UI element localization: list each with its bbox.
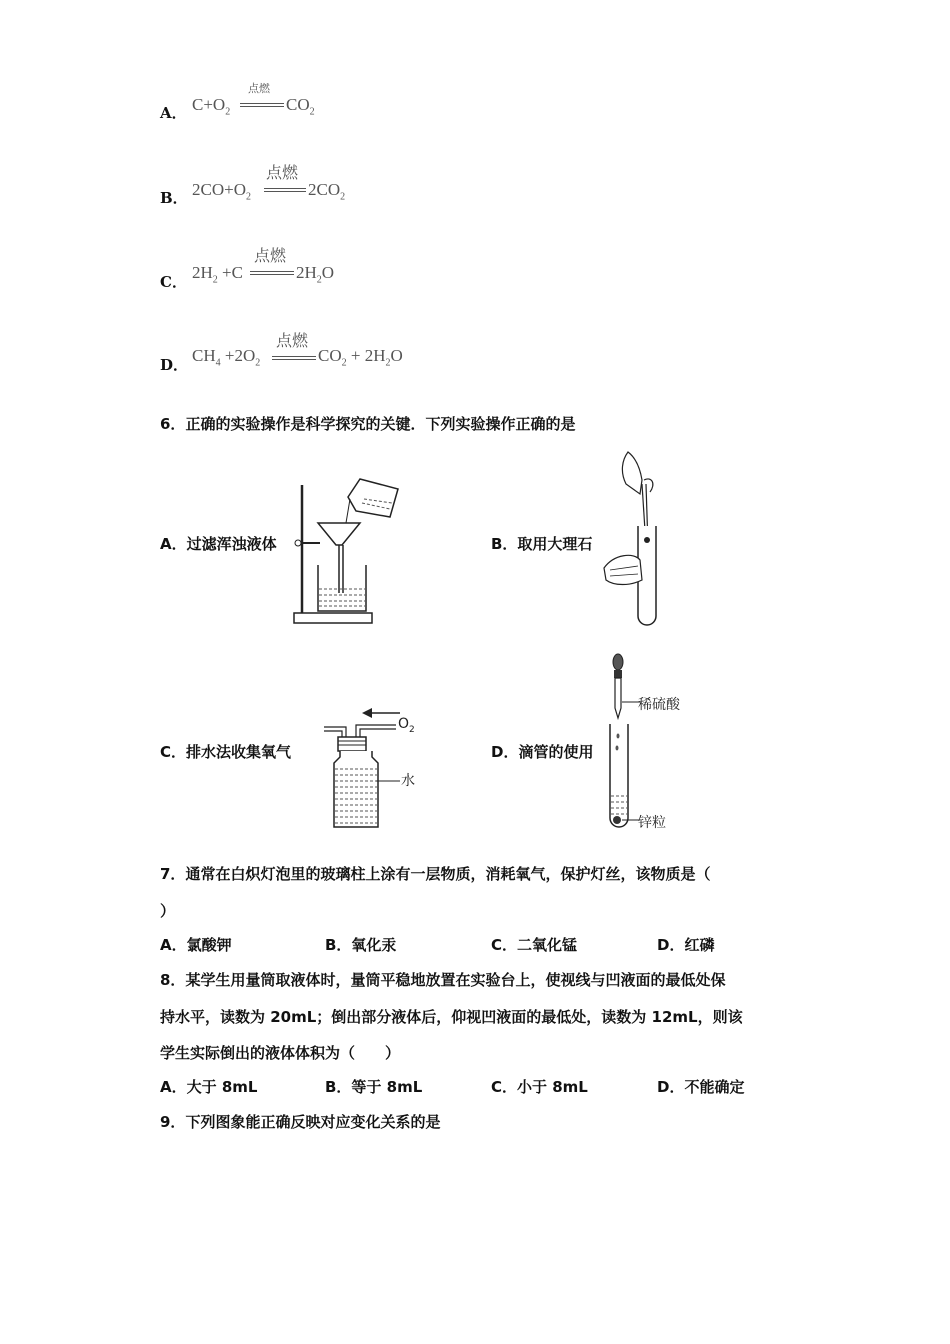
q5-option-a — [160, 82, 460, 125]
q8-stem-line1: 8．某学生用量筒取液体时，量筒平稳地放置在实验台上，使视线与凹液面的最低处保 — [160, 971, 726, 989]
equation-rhs: $2H_2O$ — [296, 263, 335, 286]
option-label: A． — [160, 104, 187, 122]
q8-stem-line3: 学生实际倒出的液体体积为（ ） — [160, 1044, 401, 1062]
equals-sign — [264, 188, 306, 192]
equation-rhs: $CO_2 + 2H_2O$ — [318, 346, 403, 369]
reaction-condition: 点燃 — [248, 82, 270, 95]
oxygen-label: $O_2$ — [398, 716, 415, 735]
equation-lhs: $2CO+O_2$ — [192, 180, 251, 203]
q8-option-d: D．不能确定 — [657, 1078, 745, 1096]
q6-option-c-label: C．排水法收集氧气 — [160, 743, 292, 761]
equals-sign — [250, 271, 294, 275]
water-label: 水 — [401, 773, 415, 789]
equals-sign — [240, 103, 284, 107]
gas-collection-figure — [320, 705, 440, 830]
q7-option-c: C．二氧化锰 — [491, 936, 578, 954]
reaction-condition: 点燃 — [266, 163, 299, 182]
q6-option-a-label: A．过滤浑浊液体 — [160, 535, 277, 553]
q8-option-c: C．小于 8mL — [491, 1078, 588, 1096]
q7-option-b: B．氧化汞 — [325, 936, 397, 954]
q9-stem: 9．下列图象能正确反映对应变化关系的是 — [160, 1113, 441, 1131]
dilute-sulfuric-acid-label: 稀硫酸 — [638, 697, 680, 713]
q8-option-a: A．大于 8mL — [160, 1078, 258, 1096]
equation-lhs: $CH_4 +2O_2$ — [192, 346, 261, 369]
dropper-figure — [600, 652, 640, 832]
reaction-condition: 点燃 — [276, 331, 309, 350]
q6-option-d-label: D．滴管的使用 — [491, 743, 594, 761]
equation-rhs: $2CO_2$ — [308, 180, 346, 203]
option-label: C． — [160, 273, 187, 291]
q8-option-b: B．等于 8mL — [325, 1078, 423, 1096]
q7-stem-line1: 7．通常在白炽灯泡里的玻璃柱上涂有一层物质，消耗氧气，保护灯丝，该物质是（ — [160, 865, 711, 883]
equation-lhs: $2H_2 +C$ — [192, 263, 243, 286]
equals-sign — [272, 356, 316, 360]
filtration-figure — [290, 475, 410, 627]
equation-rhs: $CO_2$ — [286, 95, 315, 118]
q6-stem: 6．正确的实验操作是科学探究的关键．下列实验操作正确的是 — [160, 415, 576, 433]
reaction-condition: 点燃 — [254, 246, 287, 265]
option-label: B． — [160, 189, 188, 207]
marble-test-tube-figure — [600, 450, 670, 628]
q6-option-b-label: B．取用大理石 — [491, 535, 593, 553]
q5-option-b — [160, 160, 460, 210]
q5-option-c — [160, 243, 460, 293]
q7-option-a: A．氯酸钾 — [160, 936, 232, 954]
q8-stem-line2: 持水平，读数为 20mL；倒出部分液体后，仰视凹液面的最低处，读数为 12mL，则该 — [160, 1008, 743, 1026]
q7-stem-line2: ） — [160, 902, 176, 920]
zinc-granule-label: 锌粒 — [638, 815, 666, 831]
q7-option-d: D．红磷 — [657, 936, 715, 954]
equation-lhs: $C+O_2$ — [192, 95, 231, 118]
q5-option-d — [160, 326, 480, 376]
option-label: D． — [160, 356, 189, 374]
